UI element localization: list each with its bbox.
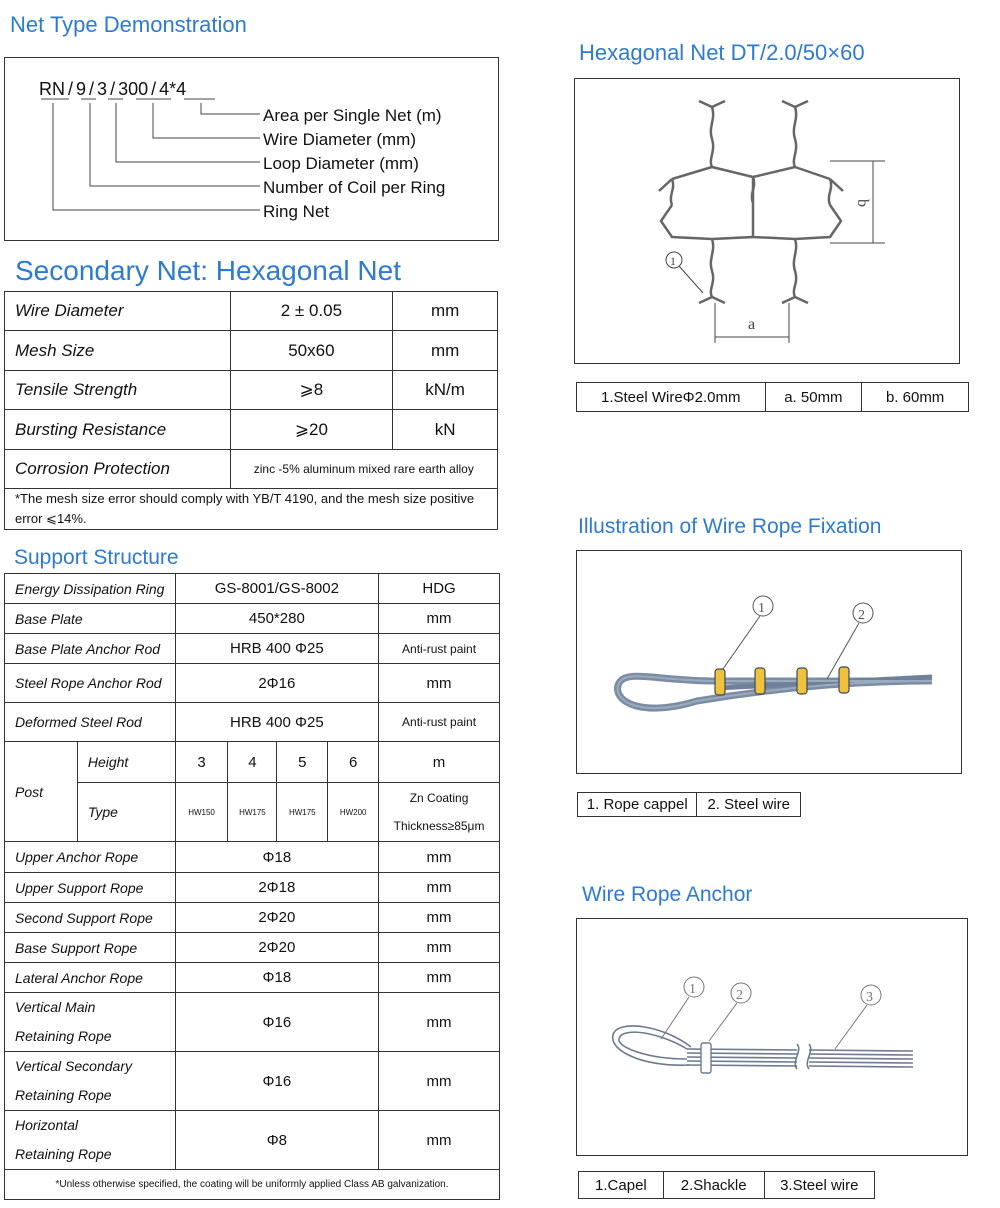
table-row [5, 410, 498, 450]
code-coil: 9 [76, 79, 87, 99]
row-name: Corrosion Protection [5, 450, 231, 489]
row-unit: Anti-rust paint [379, 703, 500, 742]
code-wire: 300 [118, 79, 149, 99]
label-coil-per-ring: Number of Coil per Ring [263, 178, 446, 197]
secondary-net-title: Secondary Net: Hexagonal Net [15, 255, 401, 286]
post-type: HW175 [277, 783, 328, 842]
row-name: Deformed Steel Rod [5, 703, 176, 742]
anchor-marker-1: 1 [689, 982, 696, 997]
table-row [5, 634, 500, 664]
table-row [5, 450, 498, 489]
hex-dim-b-label: b [854, 199, 871, 207]
fixation-diagram [576, 550, 962, 774]
table-row [5, 292, 498, 331]
post-height: 5 [277, 742, 328, 783]
post-coating [379, 783, 500, 842]
row-unit: mm [379, 933, 500, 963]
label-wire-diameter: Wire Diameter (mm) [263, 130, 416, 149]
legend-dim-b: b. 60mm [862, 383, 969, 412]
row-unit: kN [393, 410, 498, 450]
table-row [5, 604, 500, 634]
legend-rope-cappel: 1. Rope cappel [578, 793, 697, 817]
row-value: 2Φ20 [175, 903, 379, 933]
fixation-legend [577, 792, 801, 817]
table-row [5, 993, 500, 1052]
row-name: Base Plate [5, 604, 176, 634]
row-unit: Anti-rust paint [379, 634, 500, 664]
row-unit: mm [379, 873, 500, 903]
support-footnote: *Unless otherwise specified, the coating will be uniformly applied Class AB galvanization. [5, 1170, 500, 1200]
table-row [5, 783, 500, 842]
row-value: ⩾8 [230, 371, 393, 410]
row-name-line2: Retaining Rope [15, 1028, 112, 1044]
row-unit: kN/m [393, 371, 498, 410]
row-value: HRB 400 Φ25 [175, 703, 379, 742]
post-type: HW200 [328, 783, 379, 842]
net-type-labels [263, 104, 445, 224]
table-row [5, 842, 500, 873]
post-height-unit: m [379, 742, 500, 783]
post-height: 6 [328, 742, 379, 783]
row-unit: mm [379, 842, 500, 873]
net-type-diagram [4, 57, 499, 241]
table-row [5, 1170, 500, 1200]
row-name: Energy Dissipation Ring [5, 574, 176, 604]
anchor-title: Wire Rope Anchor [582, 883, 753, 906]
row-unit: mm [379, 1052, 500, 1111]
row-unit: mm [379, 993, 500, 1052]
post-height: 4 [228, 742, 277, 783]
secondary-note: *The mesh size error should comply with YB/T 4190, and the mesh size positive error ⩽14%. [5, 489, 498, 530]
row-value: ⩾20 [230, 410, 393, 450]
row-unit: mm [379, 664, 500, 703]
row-name: Lateral Anchor Rope [5, 963, 176, 993]
anchor-marker-2: 2 [736, 988, 743, 1003]
hexagonal-net-diagram [574, 78, 960, 364]
row-name-line1: Vertical Secondary [15, 1058, 132, 1074]
row-name: Steel Rope Anchor Rod [5, 664, 176, 703]
row-value: 2Φ20 [175, 933, 379, 963]
hexagonal-net-legend [576, 382, 969, 412]
row-unit: mm [379, 963, 500, 993]
row-name-line2: Retaining Rope [15, 1146, 112, 1162]
net-type-title: Net Type Demonstration [10, 12, 247, 37]
label-area: Area per Single Net (m) [263, 106, 442, 125]
post-coating-line2: Thickness≥85μm [393, 819, 485, 833]
row-value: 2Φ18 [175, 873, 379, 903]
table-row [5, 331, 498, 371]
row-name: Base Plate Anchor Rod [5, 634, 176, 664]
label-loop-diameter: Loop Diameter (mm) [263, 154, 419, 173]
table-row [5, 963, 500, 993]
row-value: Φ18 [175, 963, 379, 993]
row-name-line1: Horizontal [15, 1117, 79, 1133]
post-type: HW150 [175, 783, 228, 842]
rope-anchor-drawing [577, 919, 967, 1155]
anchor-diagram [576, 918, 968, 1156]
legend-steel-wire: 2. Steel wire [697, 793, 801, 817]
row-name: Base Support Rope [5, 933, 176, 963]
code-sep: / [89, 79, 95, 99]
row-name [5, 1111, 176, 1170]
code-sep: / [68, 79, 74, 99]
table-row [5, 489, 498, 530]
row-name: Wire Diameter [5, 292, 231, 331]
row-unit: mm [393, 292, 498, 331]
row-name: Upper Support Rope [5, 873, 176, 903]
row-unit: mm [379, 903, 500, 933]
post-label: Post [5, 742, 78, 842]
post-height-label: Height [77, 742, 175, 783]
row-name-line1: Vertical Main [15, 999, 96, 1015]
post-type-label: Type [77, 783, 175, 842]
row-value: 50x60 [230, 331, 393, 371]
support-structure-table [4, 573, 500, 1200]
row-value: Φ16 [175, 1052, 379, 1111]
fixation-marker-2: 2 [858, 608, 865, 623]
legend-steel-wire: 3.Steel wire [764, 1172, 874, 1199]
table-row [5, 1111, 500, 1170]
net-type-code [39, 79, 186, 100]
row-name-line2: Retaining Rope [15, 1087, 112, 1103]
row-value: GS-8001/GS-8002 [175, 574, 379, 604]
code-sep: / [110, 79, 116, 99]
row-name [5, 993, 176, 1052]
post-height: 3 [175, 742, 228, 783]
row-unit: mm [393, 331, 498, 371]
label-ring-net: Ring Net [263, 202, 330, 221]
code-rn: RN [39, 79, 65, 99]
table-row [5, 371, 498, 410]
table-row [5, 1052, 500, 1111]
table-row [5, 664, 500, 703]
fixation-marker-1: 1 [758, 601, 765, 616]
secondary-net-table [4, 291, 498, 530]
anchor-marker-3: 3 [866, 990, 873, 1005]
row-value: HRB 400 Φ25 [175, 634, 379, 664]
support-structure-title: Support Structure [14, 546, 179, 569]
legend-shackle: 2.Shackle [663, 1172, 764, 1199]
row-value: Φ16 [175, 993, 379, 1052]
row-value: 450*280 [175, 604, 379, 634]
hex-dim-a-label: a [748, 316, 756, 333]
code-sep: / [151, 79, 157, 99]
table-row [5, 933, 500, 963]
row-unit: HDG [379, 574, 500, 604]
row-name: Mesh Size [5, 331, 231, 371]
table-row [5, 574, 500, 604]
legend-steel-wire: 1.Steel WireΦ2.0mm [577, 383, 766, 412]
rope-fixation-drawing [577, 551, 961, 773]
hex-marker-label: 1 [670, 254, 676, 268]
anchor-legend [578, 1171, 875, 1199]
code-loop: 3 [97, 79, 108, 99]
row-value: zinc -5% aluminum mixed rare earth alloy [230, 450, 497, 489]
row-name: Second Support Rope [5, 903, 176, 933]
row-value: 2 ± 0.05 [230, 292, 393, 331]
row-unit: mm [379, 1111, 500, 1170]
post-type: HW175 [228, 783, 277, 842]
table-row [5, 873, 500, 903]
row-name: Upper Anchor Rope [5, 842, 176, 873]
code-area: 4*4 [159, 79, 187, 99]
table-row [5, 742, 500, 783]
row-unit: mm [379, 604, 500, 634]
table-row [5, 903, 500, 933]
row-name [5, 1052, 176, 1111]
legend-dim-a: a. 50mm [765, 383, 862, 412]
row-value: Φ18 [175, 842, 379, 873]
row-name: Tensile Strength [5, 371, 231, 410]
legend-capel: 1.Capel [579, 1172, 664, 1199]
hexagon-mesh-drawing [575, 79, 959, 363]
row-name: Bursting Resistance [5, 410, 231, 450]
post-coating-line1: Zn Coating [409, 791, 469, 805]
row-value: Φ8 [175, 1111, 379, 1170]
row-value: 2Φ16 [175, 664, 379, 703]
table-row [5, 703, 500, 742]
hexagonal-net-title: Hexagonal Net DT/2.0/50×60 [579, 40, 865, 65]
fixation-title: Illustration of Wire Rope Fixation [578, 515, 882, 538]
